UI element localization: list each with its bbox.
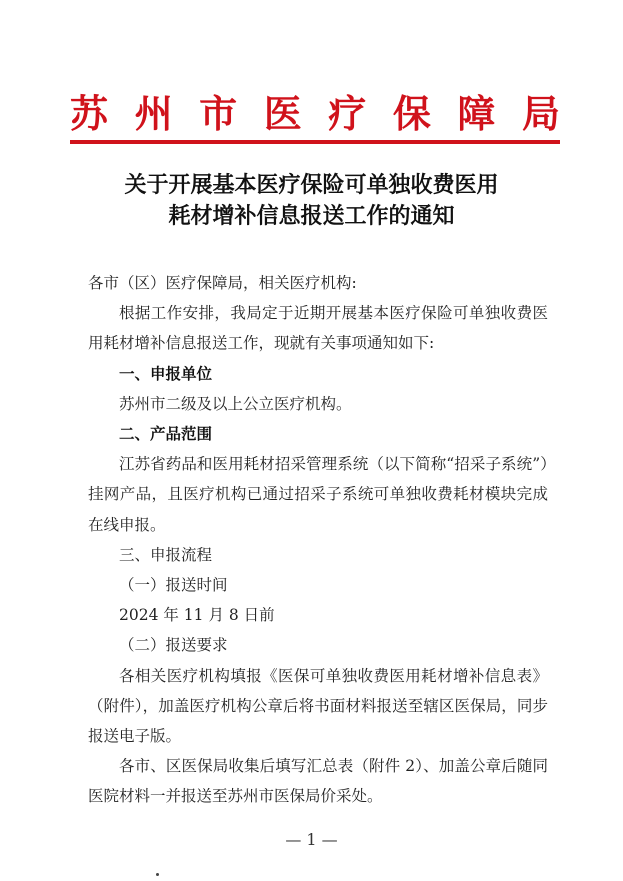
subsection-2-paragraph-1: 各相关医疗机构填报《医保可单独收费医用耗材增补信息表》（附件），加盖医疗机构公章后将书面材料报送至辖区医保局，同步报送电子版。 — [88, 666, 548, 746]
masthead-char: 州 — [134, 91, 173, 136]
subsection-1-text: 2024 年 11 月 8 日前 — [119, 606, 275, 625]
masthead-char: 保 — [392, 91, 431, 136]
masthead-char: 医 — [263, 91, 302, 136]
section-3-heading: 三、申报流程 — [119, 545, 213, 564]
document-title — [0, 170, 623, 232]
page-number: — 1 — — [285, 830, 338, 849]
masthead-char: 苏 — [70, 91, 109, 136]
subsection-2-heading: （二）报送要求 — [119, 636, 228, 655]
document-body — [88, 268, 548, 812]
title-line-2: 耗材增补信息报送工作的通知 — [168, 203, 455, 229]
section-1-text: 苏州市二级及以上公立医疗机构。 — [119, 394, 352, 413]
scan-speck — [156, 873, 159, 876]
section-1-heading: 一、申报单位 — [119, 364, 213, 383]
section-2-heading: 二、产品范围 — [119, 425, 213, 444]
masthead-red-rule — [70, 140, 560, 144]
masthead-char: 市 — [199, 91, 238, 136]
masthead-char: 障 — [457, 91, 496, 136]
title-line-1: 关于开展基本医疗保险可单独收费医用 — [124, 172, 499, 198]
masthead-char: 疗 — [328, 91, 367, 136]
section-2-text: 江苏省药品和医用耗材招采管理系统（以下简称“招采子系统”）挂网产品，且医疗机构已通过招采子系统可单独收费耗材模块完成在线申报。 — [88, 455, 548, 534]
subsection-1-heading: （一）报送时间 — [119, 576, 228, 595]
masthead-char: 局 — [521, 91, 560, 136]
intro-paragraph: 根据工作安排，我局定于近期开展基本医疗保险可单独收费医用耗材增补信息报送工作，现就有关事项通知如下: — [88, 304, 548, 353]
masthead-agency-name — [70, 88, 560, 140]
salutation: 各市（区）医疗保障局，相关医疗机构: — [88, 274, 357, 292]
subsection-2-paragraph-2: 各市、区医保局收集后填写汇总表（附件 2）、加盖公章后随同医院材料一并报送至苏州市医保局价采处。 — [88, 757, 548, 806]
